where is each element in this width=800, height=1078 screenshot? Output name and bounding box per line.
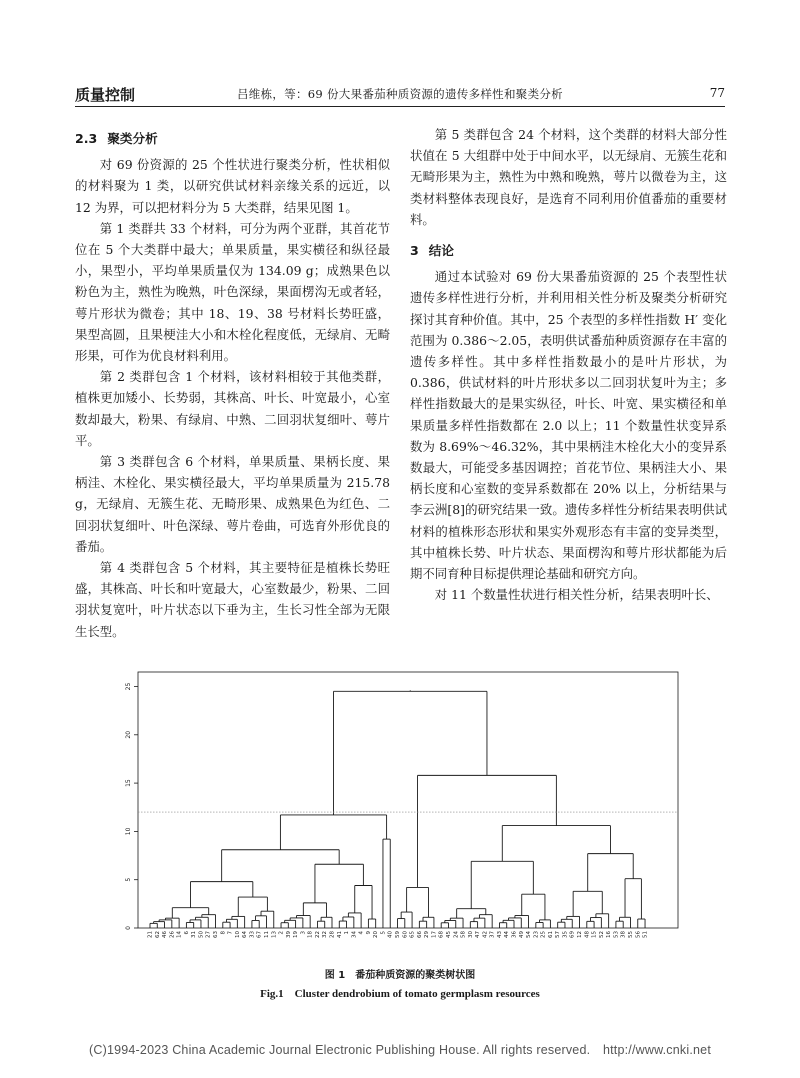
plot-frame [138, 672, 678, 928]
leaf-label: 13 [271, 931, 278, 938]
leaf-label: 26 [169, 931, 176, 938]
dendrogram-figure [110, 660, 690, 960]
y-tick-label: 20 [125, 730, 132, 739]
leaf-label: 35 [562, 931, 569, 938]
leaf-label: 23 [533, 931, 540, 938]
leaf-label: 17 [431, 931, 438, 938]
section-title: 结论 [428, 243, 454, 259]
figure-caption-en: Fig.1 Cluster dendrobium of tomato germplasm resources [260, 988, 540, 1000]
leaf-label: 42 [482, 931, 489, 938]
leaf-label: 65 [409, 931, 416, 938]
leaf-label: 56 [635, 931, 642, 938]
leaf-label: 3 [300, 931, 307, 935]
leaf-label: 28 [329, 931, 336, 938]
leaf-label: 55 [627, 931, 634, 938]
paragraph: 第 5 类群包含 24 个材料，这个类群的材料大部分性状值在 5 大组群中处于中间水平，以无绿肩、无簇生花和无畸形果为主，熟性为中熟和晚熟，萼片以微卷为主，这类材料整体表现良好，是选育不同利用价值番茄的重要材料。 [410, 127, 727, 227]
leaf-label: 37 [489, 931, 496, 938]
leaf-label: 53 [613, 931, 620, 938]
leaf-label: 36 [511, 931, 518, 938]
leaf-label: 38 [620, 931, 627, 938]
leaf-label: 32 [322, 931, 329, 938]
paragraph: 第 4 类群包含 5 个材料，其主要特征是植株长势旺盛，其株高、叶长和叶宽最大，心室数最少，粉果、二回羽状复宽叶，叶片状态以下垂为主，生长习性全部为无限生长型。 [75, 560, 390, 639]
y-tick-label: 25 [125, 682, 132, 691]
left-column [75, 128, 390, 642]
leaf-label: 58 [460, 931, 467, 938]
leaf-label: 21 [147, 931, 154, 938]
section-number: 2.3 [75, 131, 98, 146]
leaf-label: 8 [220, 931, 227, 935]
leaf-label: 52 [598, 931, 605, 938]
leaf-label: 69 [569, 931, 576, 938]
leaf-label: 19 [293, 931, 300, 938]
leaf-label: 24 [453, 931, 460, 938]
leaf-label: 67 [256, 931, 263, 938]
leaf-label: 46 [162, 931, 169, 938]
paragraph: 第 1 类群共 33 个材料，可分为两个亚群，其首花节位在 5 个大类群中最大；单果质量，果实横径和纵径最小，果型小，平均单果质量仅为 134.09 g；成熟果色以粉色为主，熟性为晚熟，叶色深绿，果面楞沟无或者轻，萼片形状为微卷；其中 18、19、38 号材料长势旺盛，果型高圆，且果梗洼大小和木栓化程度低，无绿肩、无畸形果，可作为优良材料利用。 [75, 220, 390, 364]
leaf-label: 68 [438, 931, 445, 938]
journal-section-title: 质量控制 [75, 86, 136, 104]
leaf-label: 5 [380, 931, 387, 935]
leaf-label: 49 [518, 931, 525, 938]
leaf-label: 1 [344, 931, 351, 935]
leaf-label: 33 [249, 931, 256, 938]
leaf-label: 48 [584, 931, 591, 938]
leaf-label: 57 [555, 931, 562, 938]
section-title: 聚类分析 [107, 131, 158, 146]
leaf-label: 60 [402, 931, 409, 938]
leaf-label: 30 [467, 931, 474, 938]
leaf-label: 14 [176, 931, 183, 938]
leaf-label: 12 [577, 931, 584, 938]
leaf-label: 45 [445, 931, 452, 938]
leaf-label: 63 [213, 931, 220, 938]
leaf-label: 47 [475, 931, 482, 938]
leaf-label: 4 [358, 931, 365, 935]
leaf-label: 7 [227, 931, 234, 935]
leaf-label: 59 [395, 931, 402, 938]
leaf-label: 41 [336, 931, 343, 938]
leaf-label: 15 [591, 931, 598, 938]
section-heading-2-3 [75, 128, 390, 149]
paragraph: 对 11 个数量性状进行相关性分析，结果表明叶长、 [434, 587, 719, 603]
leaf-label: 40 [387, 931, 394, 938]
leaf-label: 54 [526, 931, 533, 938]
copyright-footer: (C)1994-2023 China Academic Journal Electronic Publishing House. All rights reserved. http://www.cnki.net [89, 1043, 711, 1057]
leaf-label: 27 [205, 931, 212, 938]
y-tick-label: 15 [125, 779, 132, 787]
leaf-label: 22 [314, 931, 321, 938]
figure-caption-cn: 图 1 番茄种质资源的聚类树状图 [324, 970, 476, 981]
leaf-label: 51 [642, 931, 649, 938]
leaf-label: 6 [183, 931, 190, 935]
section-heading-3 [410, 240, 727, 261]
leaf-label: 62 [154, 931, 161, 938]
y-tick-label: 10 [125, 827, 132, 836]
leaf-label: 50 [198, 931, 205, 938]
page-number: 77 [709, 86, 725, 100]
leaf-label: 39 [285, 931, 292, 938]
leaf-label: 64 [242, 931, 249, 938]
leaf-label: 44 [504, 931, 511, 938]
leaf-label: 61 [547, 931, 554, 938]
leaf-label: 10 [234, 931, 241, 938]
leaf-label: 11 [263, 931, 270, 938]
leaf-label: 9 [365, 931, 372, 935]
paragraph: 通过本试验对 69 份大果番茄资源的 25 个表型性状遗传多样性进行分析，并利用相关性分析及聚类分析研究探讨其育种价值。其中，25 个表型的多样性指数 H′ 变化范围为 0.386～2.05，表明供试番茄种质资源存在丰富的遗传多样性。其中多样性指数最小的是叶片形状，为 0.386，供试材料的叶片形状多以二回羽状复叶为主；多样性指数最大的是果实纵径，叶长、叶宽、果实横径和单果质量多样性指数都在 2.0 以上；11 个数量性状变异系数为 8.69%～46.32%，其中果柄洼木栓化大小的变异系数最大，可能受多基因调控；首花节位、果柄洼大小、果柄长度和心室数的变异系数都在 20% 以上，分析结果与李云洲[8]的研究结果一致。遗传多样性分析结果表明供试材料的植株形态形状和果实外观形态有丰富的变异类型，其中植株长势、叶片状态、果面楞沟和萼片形状都能为后期不同育种目标提供理论基础和研究方向。 [410, 269, 727, 582]
section-number: 3 [410, 243, 419, 259]
leaf-label: 34 [351, 931, 358, 938]
page-header [75, 84, 725, 106]
leaf-label: 25 [540, 931, 547, 938]
leaf-label: 16 [606, 931, 613, 938]
leaf-label: 2 [278, 931, 285, 935]
paragraph: 第 2 类群包含 1 个材料，该材料相较于其他类群，植株更加矮小、长势弱，其株高、叶长、叶宽最小，心室数却最大，粉果、有绿肩、中熟、二回羽状复细叶、萼片平。 [75, 369, 390, 448]
leaf-label: 20 [373, 931, 380, 938]
leaf-label: 18 [307, 931, 314, 938]
y-tick-label: 5 [125, 877, 132, 882]
dendrogram-chart [110, 660, 690, 960]
y-tick-label: 0 [125, 926, 132, 930]
running-title: 吕维栋，等：69 份大果番茄种质资源的遗传多样性和聚类分析 [237, 87, 563, 101]
header-rule [75, 106, 725, 107]
right-column [410, 124, 727, 605]
paragraph: 对 69 份资源的 25 个性状进行聚类分析，性状相似的材料聚为 1 类，以研究供试材料亲缘关系的远近，以 12 为界，可以把材料分为 5 大类群，结果见图 1。 [75, 157, 390, 215]
leaf-label: 43 [496, 931, 503, 938]
paragraph: 第 3 类群包含 6 个材料，单果质量、果柄长度、果柄洼、木栓化、果实横径最大，平均单果质量为 215.78 g，无绿肩、无簇生花、无畸形果、成熟果色为红色、二回羽状复细叶、叶色深绿、萼片卷曲，可选育外形优良的番茄。 [75, 454, 390, 554]
leaf-label: 29 [424, 931, 431, 938]
leaf-label: 66 [416, 931, 423, 938]
leaf-label: 31 [191, 931, 198, 938]
